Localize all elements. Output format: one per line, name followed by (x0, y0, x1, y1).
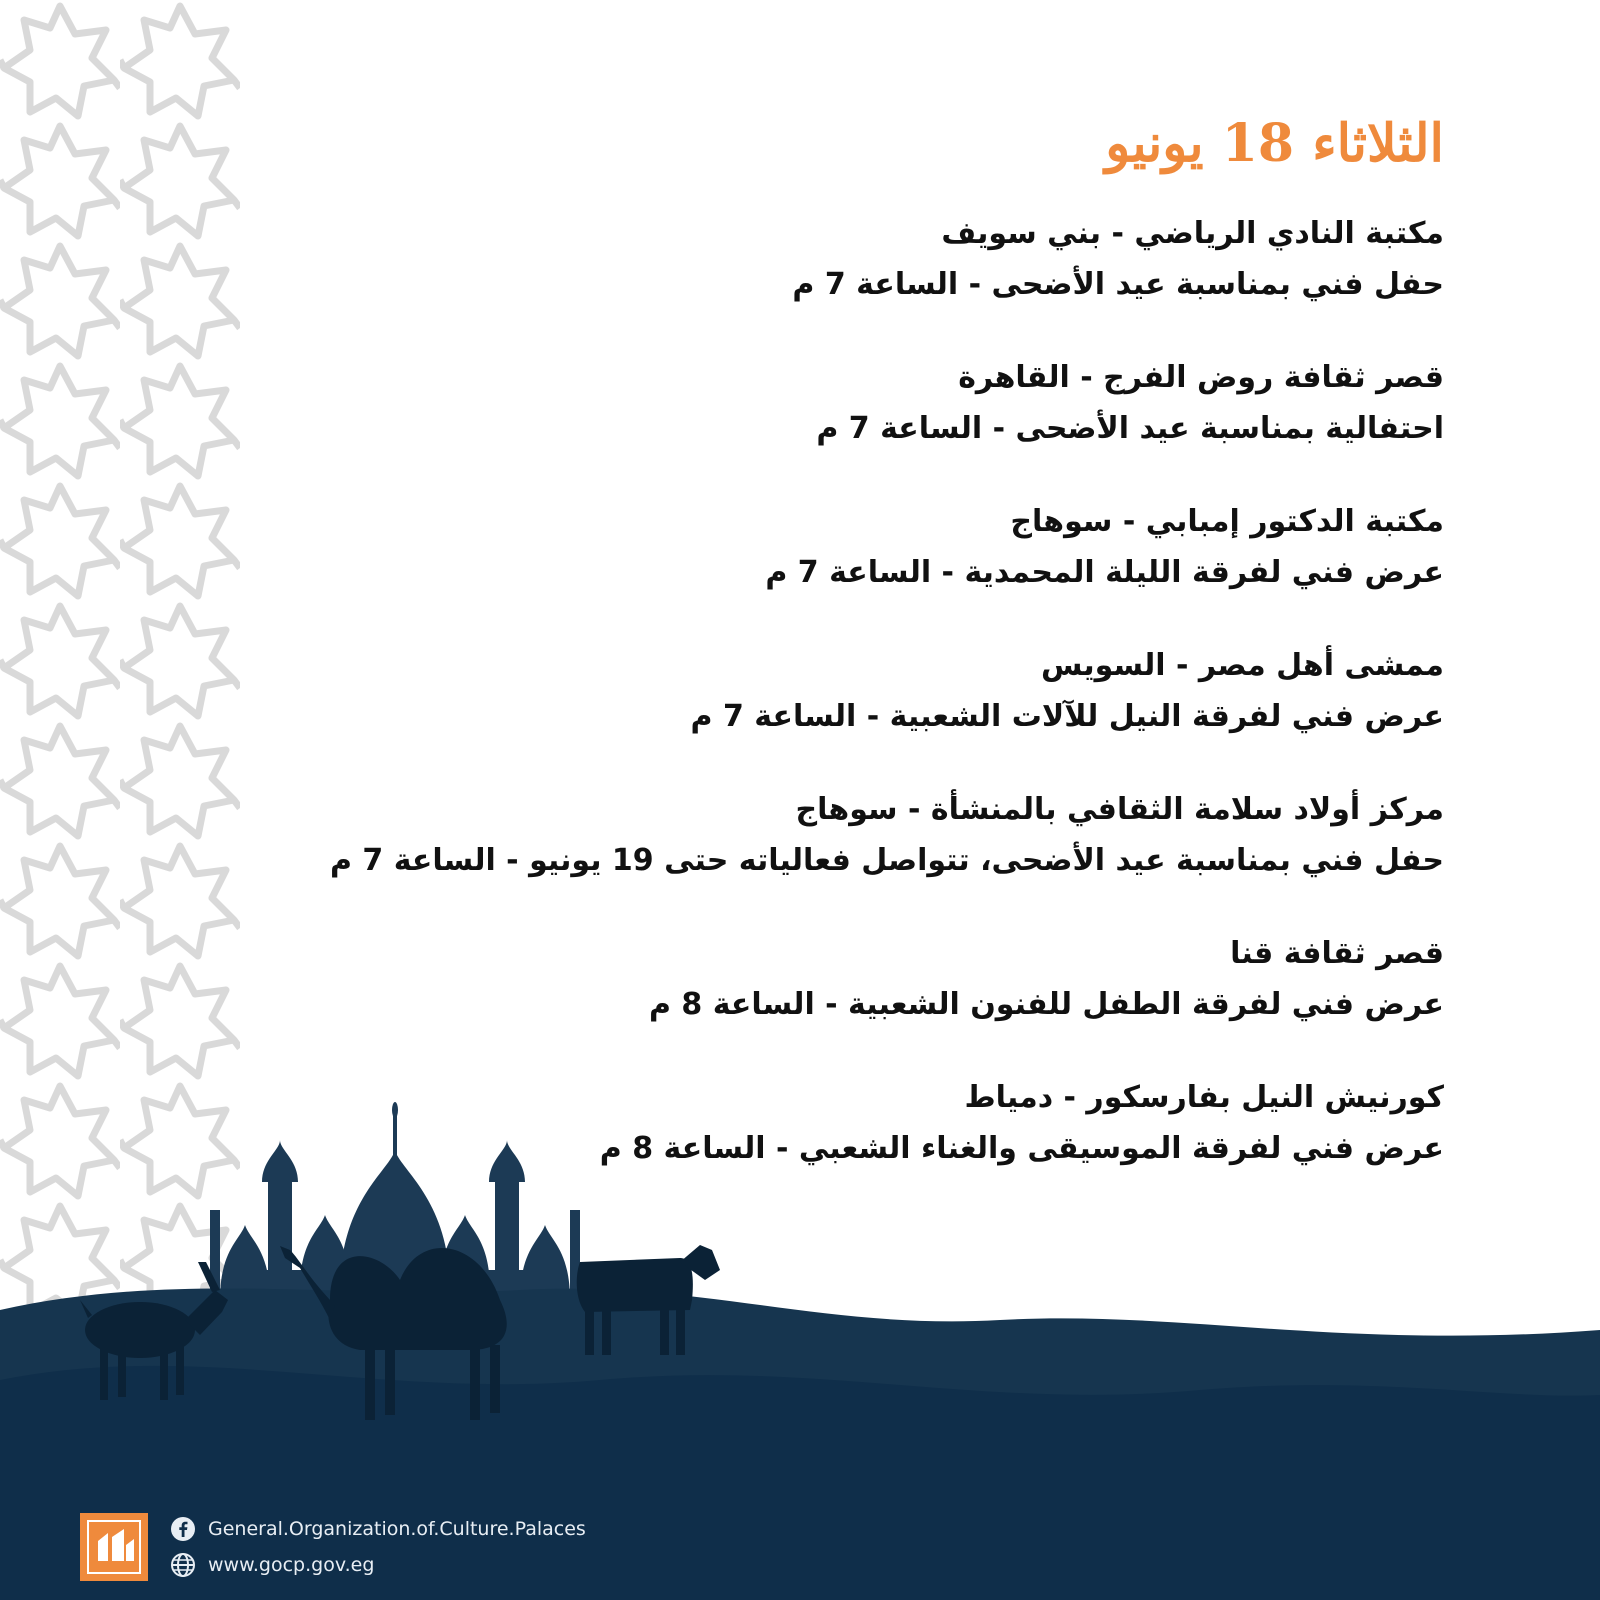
logo-icon (80, 1513, 148, 1581)
event-item (264, 928, 1444, 1030)
event-item (264, 496, 1444, 598)
contact-list (170, 1516, 586, 1578)
globe-icon (170, 1552, 196, 1578)
event-detail: عرض فني لفرقة الموسيقى والغناء الشعبي - الساعة 8 م (599, 1131, 1444, 1166)
event-item (264, 352, 1444, 454)
event-detail: احتفالية بمناسبة عيد الأضحى - الساعة 7 م (816, 411, 1444, 446)
event-detail: عرض فني لفرقة الليلة المحمدية - الساعة 7 م (765, 555, 1444, 590)
facebook-text: General.Organization.of.Culture.Palaces (208, 1518, 586, 1540)
day-title: الثلاثاء 18 يونيو (1105, 113, 1444, 174)
event-detail: عرض فني لفرقة النيل للآلات الشعبية - الساعة 7 م (690, 699, 1444, 734)
event-venue: كورنيش النيل بفارسكور - دمياط (964, 1080, 1444, 1115)
facebook-icon (170, 1516, 196, 1542)
event-venue: مكتبة النادي الرياضي - بني سويف (941, 216, 1444, 251)
website-link[interactable] (170, 1552, 586, 1578)
event-item (264, 1072, 1444, 1174)
footer (80, 1512, 586, 1582)
logo-mark (84, 1517, 144, 1577)
event-venue: مكتبة الدكتور إمبابي - سوهاج (1010, 504, 1444, 539)
website-text: www.gocp.gov.eg (208, 1554, 375, 1576)
event-venue: مركز أولاد سلامة الثقافي بالمنشأة - سوهاج (795, 792, 1444, 827)
event-detail: عرض فني لفرقة الطفل للفنون الشعبية - الساعة 8 م (648, 987, 1444, 1022)
event-detail: حفل فني بمناسبة عيد الأضحى، تتواصل فعالياته حتى 19 يونيو - الساعة 7 م (329, 843, 1444, 878)
event-venue: قصر ثقافة روض الفرج - القاهرة (958, 360, 1444, 395)
event-item (264, 208, 1444, 310)
event-venue: قصر ثقافة قنا (1230, 936, 1444, 971)
event-item (264, 784, 1444, 886)
event-venue: ممشى أهل مصر - السويس (1040, 648, 1444, 683)
facebook-link[interactable] (170, 1516, 586, 1542)
event-detail: حفل فني بمناسبة عيد الأضحى - الساعة 7 م (792, 267, 1444, 302)
events-list (264, 108, 1444, 1216)
event-item (264, 640, 1444, 742)
